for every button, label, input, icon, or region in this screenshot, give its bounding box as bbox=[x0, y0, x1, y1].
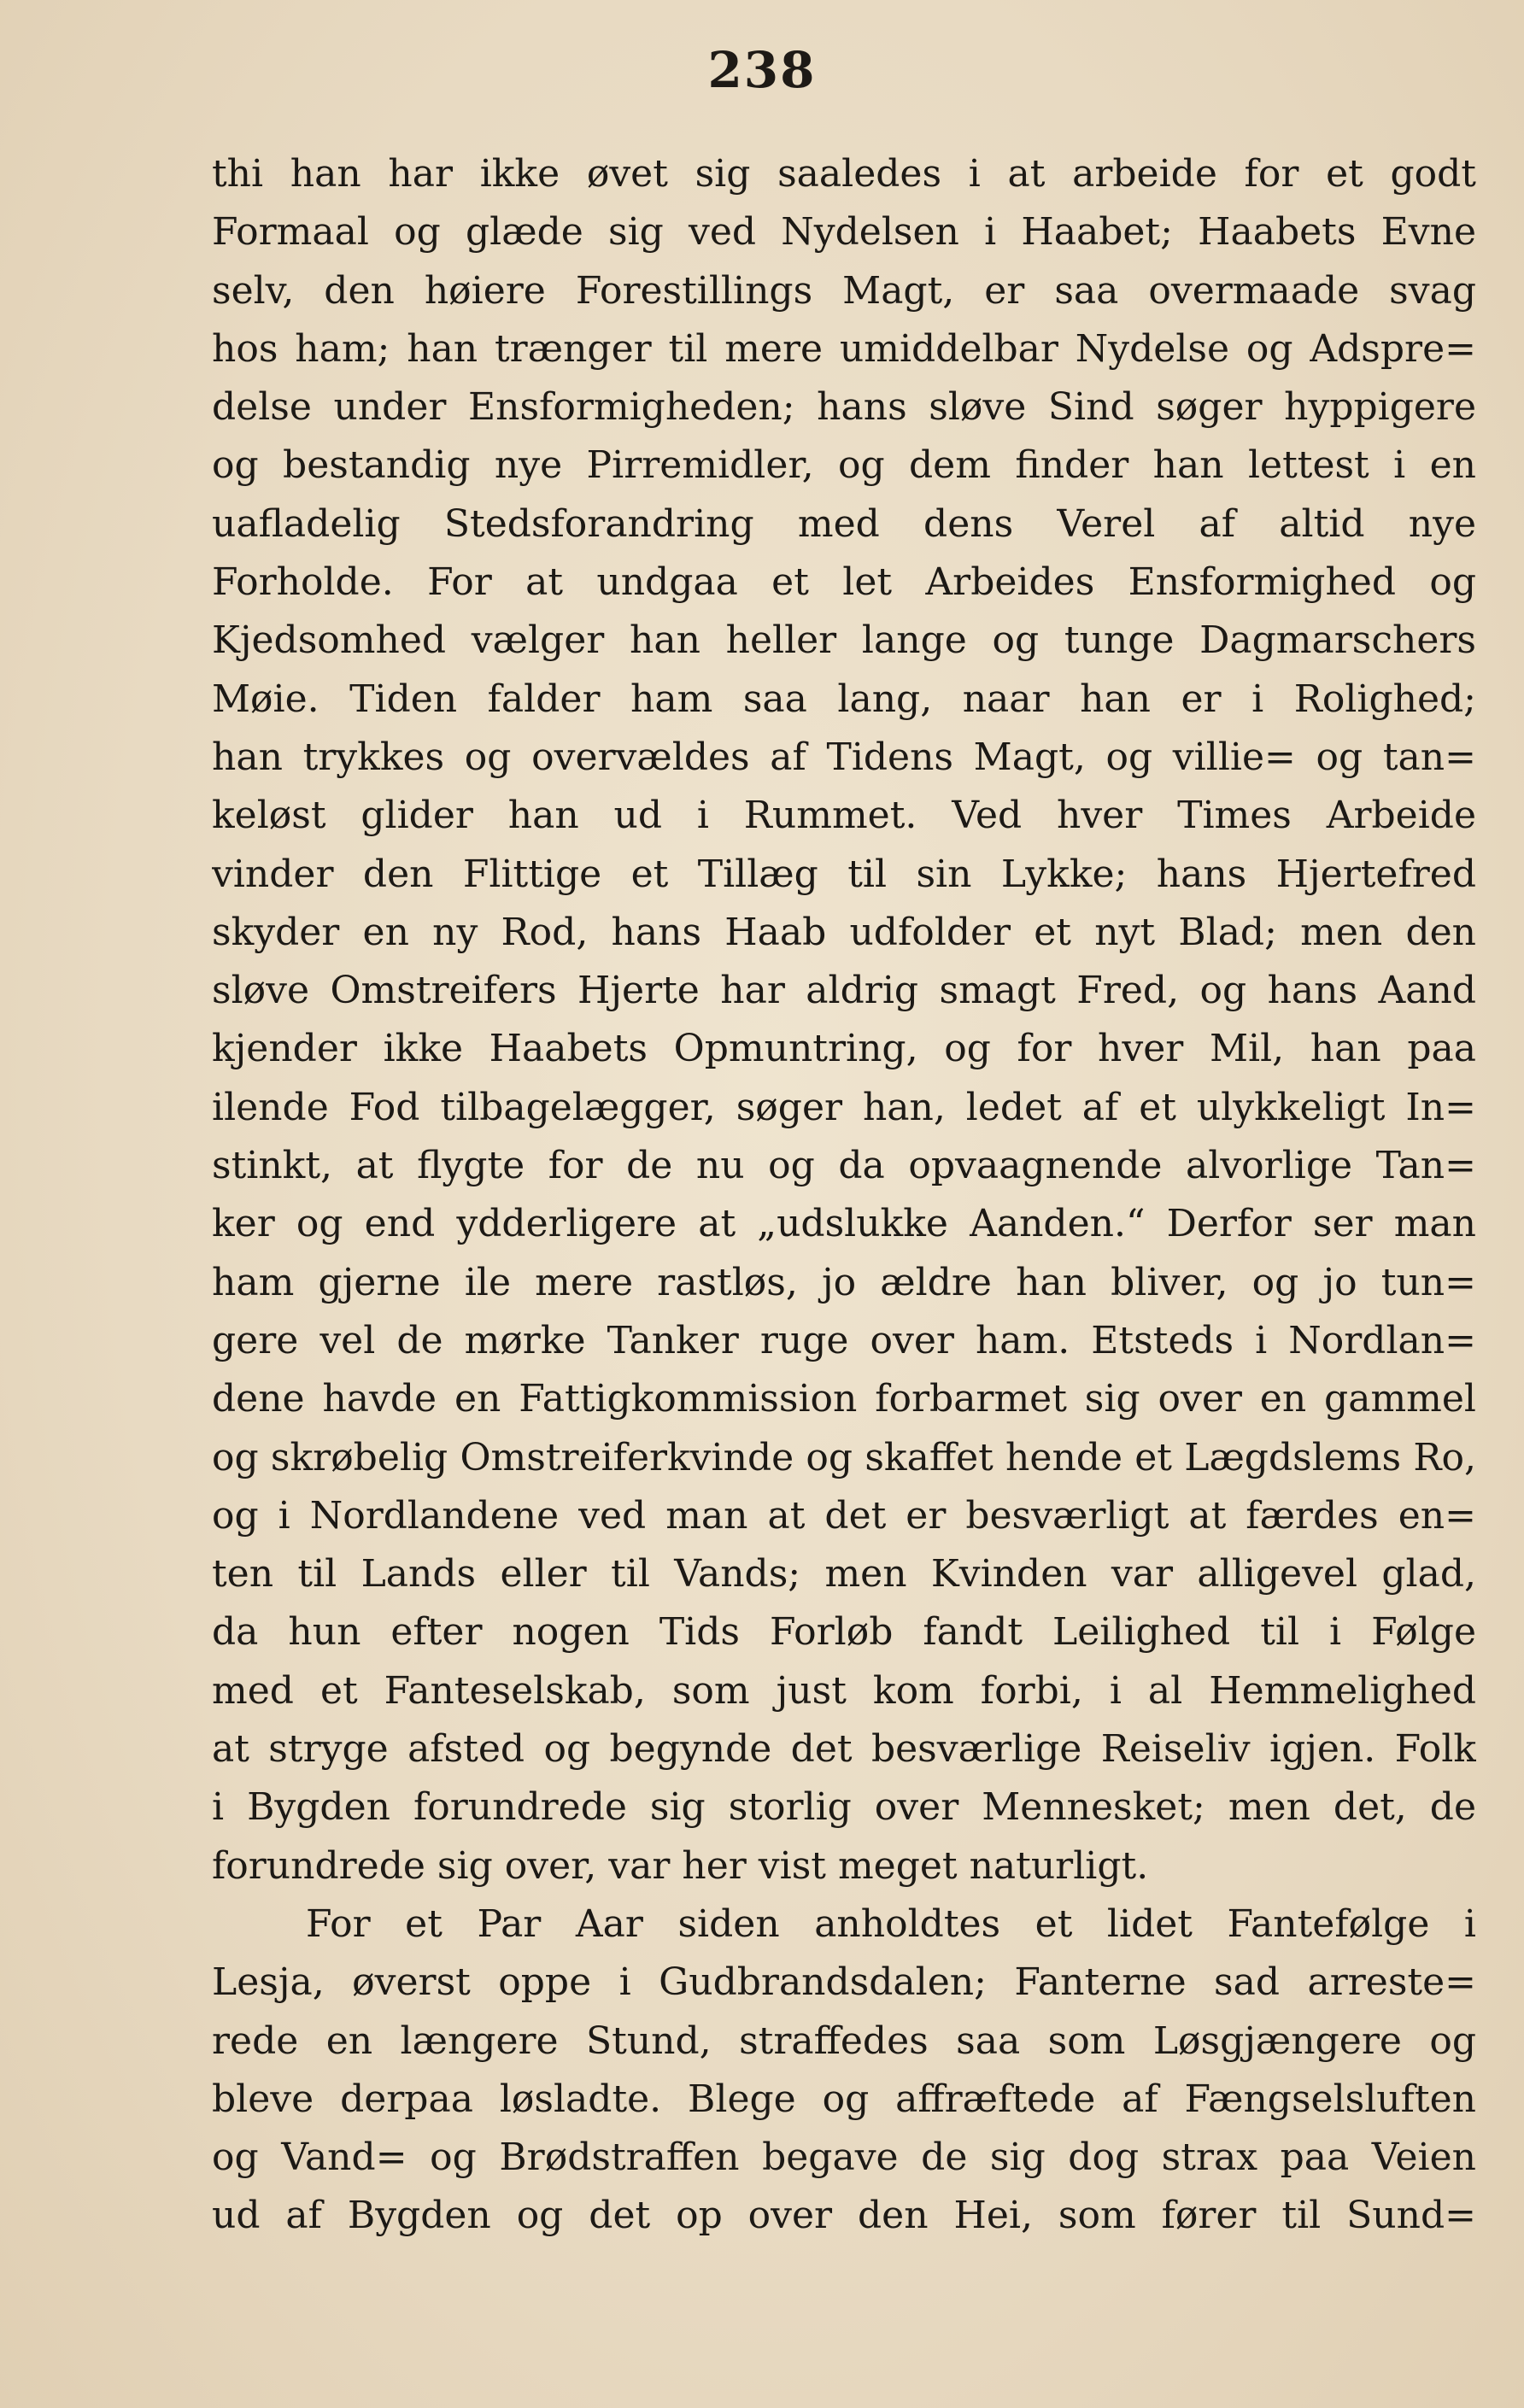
text-line: rede en længere Stund, straffedes saa som Løsgjængere og bbox=[212, 2018, 1476, 2063]
text-line: uafladelig Stedsforandring med dens Verel af altid nye bbox=[212, 501, 1476, 546]
page-number: 238 bbox=[707, 41, 817, 99]
body-text bbox=[212, 145, 1476, 2246]
text-line: han trykkes og overvældes af Tidens Magt, og villie= og tan= bbox=[212, 735, 1476, 779]
text-line: og Vand= og Brødstraffen begave de sig dog strax paa Veien bbox=[212, 2136, 1476, 2180]
text-line: Lesja, øverst oppe i Gudbrandsdalen; Fanterne sad arreste= bbox=[212, 1960, 1476, 2005]
text-line: Kjedsomhed vælger han heller lange og tunge Dagmarschers bbox=[212, 618, 1476, 663]
text-line: og skrøbelig Omstreiferkvinde og skaffet hende et Lægdslems Ro, bbox=[212, 1435, 1476, 1479]
text-line: og bestandig nye Pirremidler, og dem finder han lettest i en bbox=[212, 443, 1476, 488]
text-line: kjender ikke Haabets Opmuntring, og for hver Mil, han paa bbox=[212, 1027, 1476, 1071]
text-line: med et Fanteselskab, som just kom forbi, i al Hemmelighed bbox=[212, 1668, 1476, 1713]
text-line: ud af Bygden og det op over den Hei, som fører til Sund= bbox=[212, 2194, 1476, 2238]
text-line: Møie. Tiden falder ham saa lang, naar han er i Rolighed; bbox=[212, 677, 1476, 721]
text-line: thi han har ikke øvet sig saaledes i at arbeide for et godt bbox=[212, 152, 1476, 196]
text-line: vinder den Flittige et Tillæg til sin Lykke; hans Hjertefred bbox=[212, 852, 1476, 896]
text-line: keløst glider han ud i Rummet. Ved hver Times Arbeide bbox=[212, 794, 1476, 838]
text-line: da hun efter nogen Tids Forløb fandt Leilighed til i Følge bbox=[212, 1610, 1476, 1655]
text-line: dene havde en Fattigkommission forbarmet sig over en gammel bbox=[212, 1377, 1476, 1421]
text-line: Formaal og glæde sig ved Nydelsen i Haabet; Haabets Evne bbox=[212, 210, 1476, 255]
text-line: bleve derpaa løsladte. Blege og affræftede af Fængselsluften bbox=[212, 2077, 1476, 2121]
text-line: at stryge afsted og begynde det besværlige Reiseliv igjen. Folk bbox=[212, 1727, 1476, 1772]
text-line: Forholde. For at undgaa et let Arbeides Ensformighed og bbox=[212, 560, 1476, 605]
text-line: ten til Lands eller til Vands; men Kvinden var alligevel glad, bbox=[212, 1552, 1476, 1597]
text-line: skyder en ny Rod, hans Haab udfolder et nyt Blad; men den bbox=[212, 910, 1476, 954]
text-line: selv, den høiere Forestillings Magt, er saa overmaade svag bbox=[212, 268, 1476, 313]
text-line: delse under Ensformigheden; hans sløve Sind søger hyppigere bbox=[212, 385, 1476, 430]
text-line: stinkt, at flygte for de nu og da opvaagnende alvorlige Tan= bbox=[212, 1144, 1476, 1188]
text-line: og i Nordlandene ved man at det er besværligt at færdes en= bbox=[212, 1493, 1476, 1538]
text-line: hos ham; han trænger til mere umiddelbar Nydelse og Adspre= bbox=[212, 326, 1476, 371]
paragraph-end-line: forundrede sig over, var her vist meget naturligt. bbox=[212, 1843, 1149, 1888]
text-line: gere vel de mørke Tanker ruge over ham. Etsteds i Nordlan= bbox=[212, 1318, 1476, 1362]
text-line: sløve Omstreifers Hjerte har aldrig smagt Fred, og hans Aand bbox=[212, 969, 1476, 1013]
text-line: ham gjerne ile mere rastløs, jo ældre han bliver, og jo tun= bbox=[212, 1260, 1476, 1304]
text-line: ilende Fod tilbagelægger, søger han, ledet af et ulykkeligt In= bbox=[212, 1085, 1476, 1129]
paragraph-start-line: For et Par Aar siden anholdtes et lidet Fantefølge i bbox=[306, 1901, 1476, 1946]
text-line: ker og end ydderligere at „udslukke Aanden.“ Derfor ser man bbox=[212, 1202, 1476, 1246]
text-line: i Bygden forundrede sig storlig over Mennesket; men det, de bbox=[212, 1785, 1476, 1830]
